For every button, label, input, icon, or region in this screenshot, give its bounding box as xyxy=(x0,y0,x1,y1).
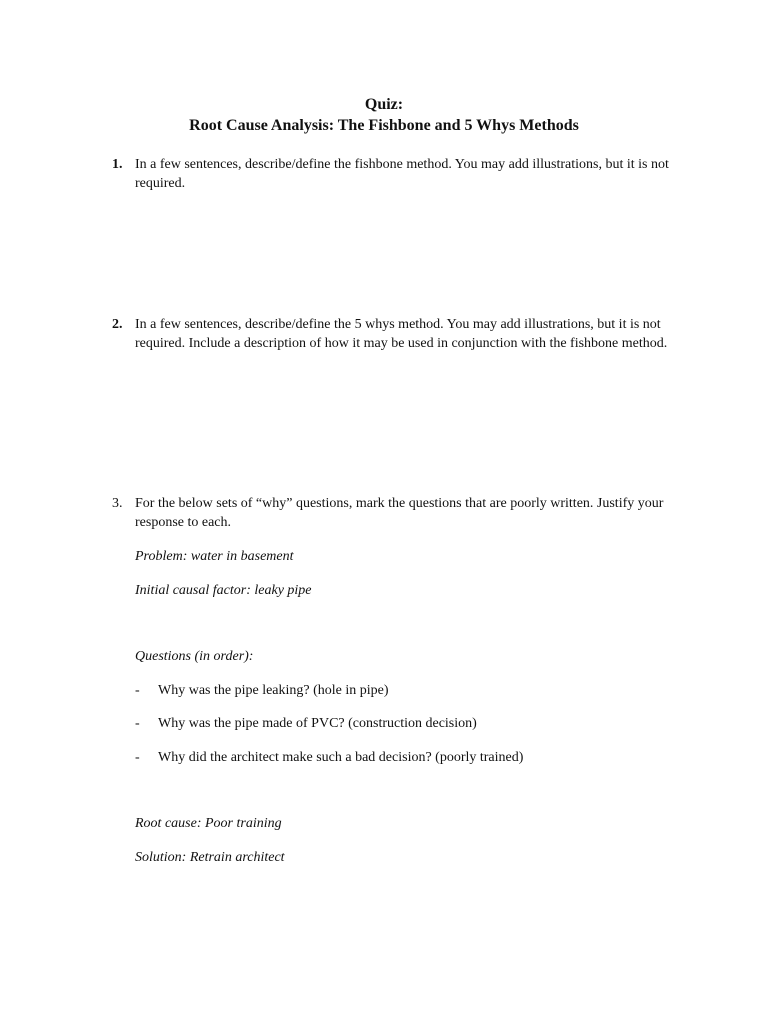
problem-statement: Problem: water in basement xyxy=(135,549,294,564)
why-item-3 xyxy=(135,748,523,767)
root-cause: Root cause: Poor training xyxy=(135,816,282,831)
initial-causal-factor: Initial causal factor: leaky pipe xyxy=(135,583,312,598)
why-item-1-text: Why was the pipe leaking? (hole in pipe) xyxy=(158,683,389,698)
question-2-text: In a few sentences, describe/define the 5 whys method. You may add illustrations, but it is not required. Include a description of how it may be used in conjunction with the fishbone method. xyxy=(135,317,668,351)
dash-marker: - xyxy=(135,716,140,731)
why-item-3-text: Why did the architect make such a bad decision? (poorly trained) xyxy=(158,750,524,765)
question-2-number: 2. xyxy=(112,317,123,332)
dash-marker: - xyxy=(135,750,140,765)
why-item-1 xyxy=(135,681,389,700)
solution: Solution: Retrain architect xyxy=(135,850,285,865)
question-1 xyxy=(112,155,687,193)
question-3-text: For the below sets of “why” questions, mark the questions that are poorly written. Justify your response to each. xyxy=(135,496,664,530)
quiz-title: Quiz: xyxy=(364,96,404,113)
why-item-2-text: Why was the pipe made of PVC? (construction decision) xyxy=(158,716,477,731)
question-3 xyxy=(112,494,687,532)
question-3-number: 3. xyxy=(112,496,123,511)
dash-marker: - xyxy=(135,683,140,698)
questions-heading: Questions (in order): xyxy=(135,649,254,664)
quiz-subtitle: Root Cause Analysis: The Fishbone and 5 Whys Methods xyxy=(189,117,579,134)
question-1-text: In a few sentences, describe/define the fishbone method. You may add illustrations, but it is not required. xyxy=(135,157,669,191)
question-2 xyxy=(112,315,687,353)
question-1-number: 1. xyxy=(112,157,123,172)
why-item-2 xyxy=(135,714,477,733)
